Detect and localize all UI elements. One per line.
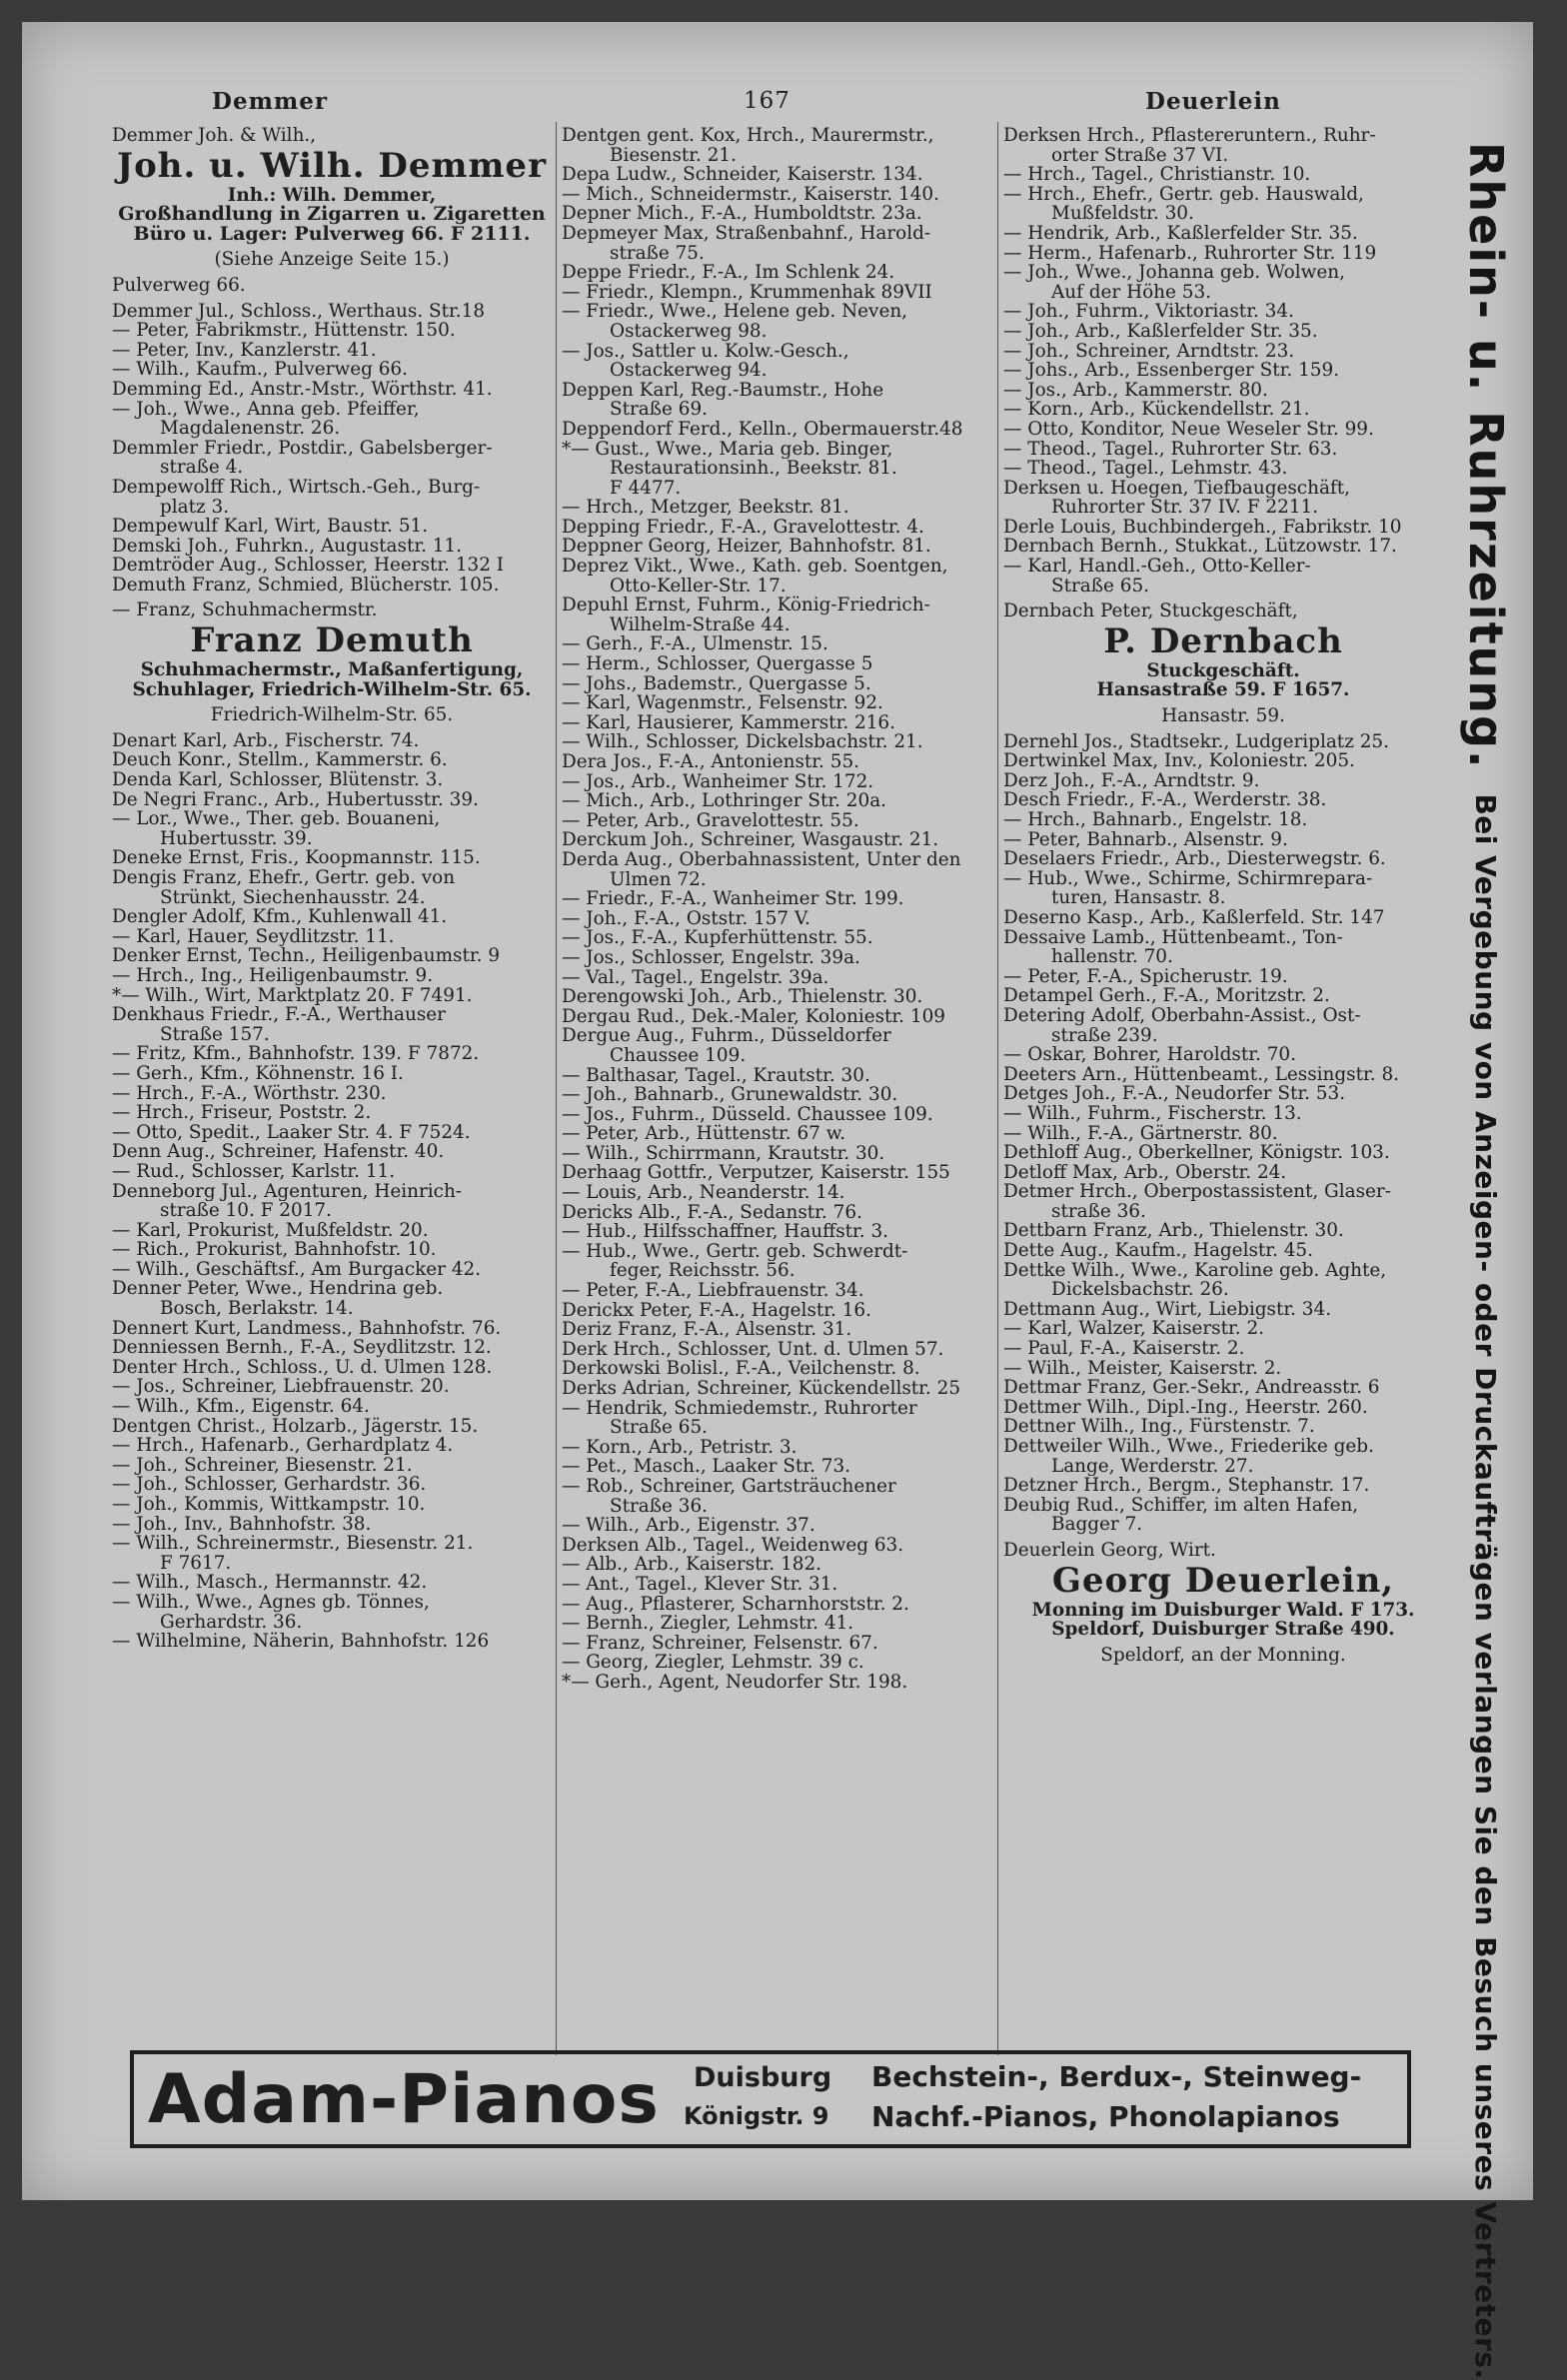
directory-entry: — Peter, Fabrikmstr., Hüttenstr. 150. <box>112 321 456 341</box>
directory-entry: — Otto, Konditor, Neue Weseler Str. 99. <box>1003 419 1374 440</box>
directory-entry: — Karl, Wagenmstr., Felsenstr. 92. <box>562 693 883 713</box>
directory-entry: Dette Aug., Kaufm., Hagelstr. 45. <box>1003 1241 1313 1261</box>
directory-entry: Derengowski Joh., Arb., Thielenstr. 30. <box>562 987 923 1007</box>
banner-products: Nachf.-Pianos, Phonolapianos <box>871 2100 1340 2133</box>
directory-entry: Detmer Hrch., Oberpostassistent, Glaser- <box>1003 1182 1391 1202</box>
directory-entry: Lange, Werderstr. 27. <box>1051 1456 1254 1477</box>
directory-entry: Denniessen Bernh., F.-A., Seydlitzstr. 12. <box>112 1338 492 1358</box>
advertisement-line: Stuckgeschäft. <box>1146 659 1300 681</box>
directory-entry: — Peter, Bahnarb., Alsenstr. 9. <box>1003 829 1288 850</box>
directory-entry: F 7617. <box>160 1553 232 1574</box>
directory-entry: — Pet., Masch., Laaker Str. 73. <box>562 1457 851 1477</box>
directory-entry: Depmeyer Max, Straßenbahnf., Harold- <box>562 223 931 244</box>
directory-entry: Detloff Max, Arb., Oberstr. 24. <box>1003 1162 1287 1183</box>
directory-entry: Dertwinkel Max, Inv., Koloniestr. 205. <box>1003 751 1355 771</box>
directory-entry: Derle Louis, Buchbindergeh., Fabrikstr. 10 <box>1003 517 1402 538</box>
directory-entry: Deserno Kasp., Arb., Kaßlerfeld. Str. 147 <box>1003 907 1385 928</box>
directory-entry: — Wilh., Kfm., Eigenstr. 64. <box>112 1397 370 1417</box>
directory-entry: Derkowski Bolisl., F.-A., Veilchenstr. 8. <box>562 1359 920 1379</box>
directory-entry: — Wilhelmine, Näherin, Bahnhofstr. 126 <box>112 1632 490 1652</box>
directory-entry: Demmer Jul., Schloss., Werthaus. Str.18 <box>112 301 486 322</box>
directory-entry: — Hrch., Ehefr., Gertr. geb. Hauswald, <box>1003 184 1364 205</box>
directory-entry: Deuch Konr., Stellm., Kammerstr. 6. <box>112 750 448 771</box>
directory-entry: Gerhardstr. 36. <box>160 1612 303 1633</box>
directory-entry: (Siehe Anzeige Seite 15.) <box>214 250 450 270</box>
directory-entry: — Hrch., Metzger, Beekstr. 81. <box>562 498 849 518</box>
banner-city: Duisburg <box>694 2062 832 2093</box>
directory-entry: Dempewolff Rich., Wirtsch.-Geh., Burg- <box>112 477 481 498</box>
directory-entry: — Friedr., Wwe., Helene geb. Neven, <box>562 302 908 322</box>
directory-entry: — Wilh., Wwe., Agnes gb. Tönnes, <box>112 1592 430 1613</box>
directory-entry: Restaurationsinh., Beekstr. 81. <box>610 459 897 479</box>
directory-entry: Mußfeldstr. 30. <box>1051 204 1194 224</box>
directory-entry: — Wilh., Kaufm., Pulverweg 66. <box>112 360 408 380</box>
directory-entry: — Franz, Schreiner, Felsenstr. 67. <box>562 1633 878 1654</box>
advertisement-line: Monning im Duisburger Wald. F 173. <box>1031 1599 1415 1621</box>
directory-entry: — Wilh., F.-A., Gärtnerstr. 80. <box>1003 1123 1278 1144</box>
directory-entry: — Karl, Walzer, Kaiserstr. 2. <box>1003 1319 1265 1340</box>
directory-entry: Deppner Georg, Heizer, Bahnhofstr. 81. <box>562 537 931 558</box>
directory-entry: Chaussee 109. <box>610 1045 747 1066</box>
directory-entry: — Oskar, Bohrer, Haroldstr. 70. <box>1003 1045 1296 1065</box>
advertisement-line: Hansastraße 59. F 1657. <box>1096 679 1350 701</box>
directory-entry: Friedrich-Wilhelm-Str. 65. <box>210 705 454 725</box>
directory-entry: Dengis Franz, Ehefr., Gertr. geb. von <box>112 868 456 888</box>
directory-entry: Desch Friedr., F.-A., Werderstr. 38. <box>1003 790 1327 810</box>
directory-entry: — Jos., Arb., Kammerstr. 80. <box>1003 380 1268 401</box>
directory-entry: — Lor., Wwe., Ther. geb. Bouaneni, <box>112 809 441 829</box>
directory-entry: — Wilh., Meister, Kaiserstr. 2. <box>1003 1358 1282 1379</box>
directory-entry: Deprez Vikt., Wwe., Kath. geb. Soentgen, <box>562 557 948 577</box>
directory-entry: — Jos., Schlosser, Engelstr. 39a. <box>562 947 860 968</box>
page-number: 167 <box>744 88 790 114</box>
advertisement-line: Georg Deuerlein, <box>1051 1560 1395 1601</box>
advertisement-line: Büro u. Lager: Pulverweg 66. F 2111. <box>133 222 531 245</box>
directory-entry: Denkhaus Friedr., F.-A., Werthauser <box>112 1005 446 1025</box>
advertisement-line: Großhandlung in Zigarren u. Zigaretten <box>118 203 546 226</box>
directory-entry: — Mich., Arb., Lothringer Str. 20a. <box>562 791 887 811</box>
directory-entry: Bosch, Berlakstr. 14. <box>160 1299 354 1319</box>
directory-entry: — Joh., Wwe., Johanna geb. Wolwen, <box>1003 263 1345 283</box>
directory-entry: Detering Adolf, Oberbahn-Assist., Ost- <box>1003 1005 1361 1026</box>
directory-entry: Biesenstr. 21. <box>610 145 737 166</box>
column-divider <box>997 122 998 2055</box>
directory-entry: — Hub., Wwe., Schirme, Schirmrepara- <box>1003 868 1373 889</box>
directory-entry: — Korn., Arb., Petristr. 3. <box>562 1437 797 1458</box>
directory-entry: — Hrch., Ing., Heiligenbaumstr. 9. <box>112 965 434 986</box>
directory-entry: Wilhelm-Straße 44. <box>610 614 790 635</box>
directory-entry: — Joh., Schlosser, Gerhardstr. 36. <box>112 1475 427 1495</box>
directory-entry: Denda Karl, Schlosser, Blütenstr. 3. <box>112 770 444 790</box>
directory-entry: Derda Aug., Oberbahnassistent, Unter den <box>562 849 961 870</box>
directory-entry: — Joh., Arb., Kaßlerfelder Str. 35. <box>1003 321 1318 342</box>
directory-entry: — Peter, Arb., Hüttenstr. 67 w. <box>562 1124 846 1144</box>
directory-entry: — Paul, F.-A., Kaiserstr. 2. <box>1003 1339 1245 1359</box>
directory-entry: hallenstr. 70. <box>1051 947 1173 967</box>
directory-entry: Deppen Karl, Reg.-Baumstr., Hohe <box>562 380 884 401</box>
directory-entry: — Franz, Schuhmachermstr. <box>112 600 378 621</box>
directory-entry: — Jos., F.-A., Kupferhüttenstr. 55. <box>562 928 873 948</box>
directory-column-3 <box>1003 126 1443 1665</box>
directory-entry: Dericks Alb., F.-A., Sedanstr. 76. <box>562 1202 862 1223</box>
directory-entry: Dergau Rud., Dek.-Maler, Koloniestr. 109 <box>562 1006 945 1027</box>
directory-entry: — Wilh., Schlosser, Dickelsbachstr. 21. <box>562 732 923 752</box>
directory-entry: Dernbach Bernh., Stukkat., Lützowstr. 17. <box>1003 537 1397 558</box>
directory-entry: Deubig Rud., Schiffer, im alten Hafen, <box>1003 1495 1359 1516</box>
directory-entry: — Val., Tagel., Engelstr. 39a. <box>562 967 829 988</box>
directory-entry: Denker Ernst, Techn., Heiligenbaumstr. 9 <box>112 946 501 966</box>
directory-entry: Dethloff Aug., Oberkellner, Königstr. 103. <box>1003 1143 1390 1163</box>
directory-entry: Bagger 7. <box>1051 1515 1143 1535</box>
directory-entry: Strünkt, Siechenhausstr. 24. <box>160 887 426 908</box>
directory-entry: — Gerh., F.-A., Ulmenstr. 15. <box>562 634 828 655</box>
directory-entry: — Ant., Tagel., Klever Str. 31. <box>562 1574 838 1595</box>
directory-entry: Deppe Friedr., F.-A., Im Schlenk 24. <box>562 263 895 283</box>
directory-entry: Derksen Alb., Tagel., Weidenweg 63. <box>562 1535 904 1556</box>
directory-entry: Demski Joh., Fuhrkn., Augustastr. 11. <box>112 536 463 557</box>
directory-entry: Speldorf, an der Monning. <box>1100 1645 1346 1666</box>
directory-entry: platz 3. <box>160 497 230 518</box>
directory-entry: Detzner Hrch., Bergm., Stephanstr. 17. <box>1003 1476 1370 1496</box>
directory-entry: Dergue Aug., Fuhrm., Düsseldorfer <box>562 1026 891 1046</box>
directory-entry: Derhaag Gottfr., Verputzer, Kaiserstr. 155 <box>562 1163 950 1184</box>
directory-entry: feger, Reichsstr. 56. <box>610 1261 795 1282</box>
directory-entry: — Fritz, Kfm., Bahnhofstr. 139. F 7872. <box>112 1044 480 1064</box>
side-advertisement <box>1453 142 1519 2380</box>
directory-entry: Derks Adrian, Schreiner, Kückendellstr. 25 <box>562 1379 961 1399</box>
side-ad-title: Rhein- u. Ruhrzeitung. <box>1459 142 1513 770</box>
directory-entry: Straße 65. <box>1051 576 1150 596</box>
directory-entry: — Joh., Schreiner, Biesenstr. 21. <box>112 1455 413 1476</box>
directory-entry: Demmler Friedr., Postdir., Gabelsberger- <box>112 438 493 459</box>
running-header-left: Demmer <box>212 88 329 115</box>
directory-entry: straße 36. <box>1051 1201 1146 1222</box>
directory-entry: Dennert Kurt, Landmess., Bahnhofstr. 76. <box>112 1318 502 1339</box>
directory-entry: Denter Hrch., Schloss., U. d. Ulmen 128. <box>112 1357 493 1378</box>
directory-entry: — Joh., Fuhrm., Viktoriastr. 34. <box>1003 302 1294 322</box>
directory-entry: — Wilh., Geschäftsf., Am Burgacker 42. <box>112 1259 482 1280</box>
directory-page <box>22 22 1533 2380</box>
directory-entry: Ostackerweg 94. <box>610 361 768 381</box>
directory-entry: — Joh., Kommis, Wittkampstr. 10. <box>112 1495 426 1515</box>
directory-entry: — Rob., Schreiner, Gartsträuchener <box>562 1476 896 1497</box>
directory-entry: Otto-Keller-Str. 17. <box>610 576 786 596</box>
directory-entry: Pulverweg 66. <box>112 275 246 296</box>
directory-entry: — Balthasar, Tagel., Krautstr. 30. <box>562 1065 870 1086</box>
directory-entry: — Hub., Wwe., Gertr. geb. Schwerdt- <box>562 1241 908 1262</box>
directory-entry: Derickx Peter, F.-A., Hagelstr. 16. <box>562 1300 871 1321</box>
directory-entry: Deriz Franz, F.-A., Alsenstr. 31. <box>562 1320 852 1340</box>
directory-entry: Deselaers Friedr., Arb., Diesterwegstr. 6. <box>1003 849 1386 869</box>
directory-entry: Dempewulf Karl, Wirt, Baustr. 51. <box>112 517 429 537</box>
directory-entry: Derz Joh., F.-A., Arndtstr. 9. <box>1003 770 1260 791</box>
directory-entry: F 4477. <box>610 478 682 499</box>
running-header-right: Deuerlein <box>1145 88 1281 115</box>
advertisement-line: Joh. u. Wilh. Demmer <box>117 145 547 186</box>
directory-entry: Dernbach Peter, Stuckgeschäft, <box>1003 601 1298 621</box>
directory-entry: Dettke Wilh., Wwe., Karoline geb. Aghte, <box>1003 1260 1387 1281</box>
directory-entry: — Peter, F.-A., Spicherustr. 19. <box>1003 966 1288 987</box>
directory-entry: Hubertusstr. 39. <box>160 828 313 849</box>
directory-entry: Auf der Höhe 53. <box>1051 282 1212 303</box>
directory-entry: — Aug., Pflasterer, Scharnhorststr. 2. <box>562 1594 909 1615</box>
directory-entry: Denn Aug., Schreiner, Hafenstr. 40. <box>112 1142 445 1162</box>
directory-entry: Denart Karl, Arb., Fischerstr. 74. <box>112 730 420 751</box>
directory-entry: *— Wilh., Wirt, Marktplatz 20. F 7491. <box>112 985 473 1006</box>
directory-entry: Demtröder Aug., Schlosser, Heerstr. 132 I <box>112 556 505 576</box>
directory-entry: Depuhl Ernst, Fuhrm., König-Friedrich- <box>562 595 930 615</box>
directory-entry: — Hendrik, Arb., Kaßlerfelder Str. 35. <box>1003 223 1358 244</box>
advertisement-line: Inh.: Wilh. Demmer, <box>227 184 437 206</box>
directory-entry: Derk Hrch., Schlosser, Unt. d. Ulmen 57. <box>562 1339 944 1360</box>
directory-entry: Deeters Arn., Hüttenbeamt., Lessingstr. 8. <box>1003 1064 1399 1085</box>
directory-entry: — Bernh., Ziegler, Lehmstr. 41. <box>562 1614 854 1634</box>
directory-entry: — Jos., Arb., Wanheimer Str. 172. <box>562 771 874 792</box>
banner-brands: Bechstein-, Berdux-, Steinweg- <box>871 2060 1362 2093</box>
directory-entry: — Friedr., F.-A., Wanheimer Str. 199. <box>562 889 904 909</box>
directory-entry: — Joh., Inv., Bahnhofstr. 38. <box>112 1514 372 1535</box>
directory-entry: Straße 157. <box>160 1024 270 1045</box>
directory-entry: — Friedr., Klempn., Krummenhak 89VII <box>562 282 932 303</box>
directory-entry: *— Gust., Wwe., Maria geb. Binger, <box>562 439 893 460</box>
directory-entry: Ostackerweg 98. <box>610 321 768 342</box>
directory-entry: Depping Friedr., F.-A., Gravelottestr. 4. <box>562 517 924 538</box>
directory-entry: — Wilh., Masch., Hermannstr. 42. <box>112 1573 428 1593</box>
directory-entry: Magdalenenstr. 26. <box>160 419 341 439</box>
piano-advertisement-banner <box>130 2050 1411 2148</box>
directory-entry: Deppendorf Ferd., Kelln., Obermauerstr.48 <box>562 419 963 440</box>
directory-entry: — Theod., Tagel., Lehmstr. 43. <box>1003 459 1288 479</box>
directory-entry: — Louis, Arb., Neanderstr. 14. <box>562 1183 845 1203</box>
directory-entry: Dera Jos., F.-A., Antonienstr. 55. <box>562 752 860 772</box>
directory-entry: — Hub., Hilfsschaffner, Hauffstr. 3. <box>562 1222 889 1242</box>
directory-entry: — Theod., Tagel., Ruhrorter Str. 63. <box>1003 439 1338 460</box>
directory-entry: — Hrch., Tagel., Christianstr. 10. <box>1003 165 1311 185</box>
directory-entry: Dettmar Franz, Ger.-Sekr., Andreasstr. 6 <box>1003 1378 1380 1398</box>
directory-entry: Demming Ed., Anstr.-Mstr., Wörthstr. 41. <box>112 379 493 400</box>
directory-entry: Straße 69. <box>610 400 709 420</box>
directory-entry: — Jos., Schreiner, Liebfrauenstr. 20. <box>112 1377 450 1398</box>
directory-entry: Derckum Joh., Schreiner, Wasgaustr. 21. <box>562 830 939 850</box>
directory-entry: Dessaive Lamb., Hüttenbeamt., Ton- <box>1003 927 1343 948</box>
directory-entry: — Georg, Ziegler, Lehmstr. 39 c. <box>562 1653 864 1673</box>
directory-entry: De Negri Franc., Arb., Hubertusstr. 39. <box>112 789 479 810</box>
advertisement-line: Schuhlager, Friedrich-Wilhelm-Str. 65. <box>132 678 532 700</box>
directory-entry: turen, Hansastr. 8. <box>1051 888 1226 908</box>
directory-entry: — Hrch., Bahnarb., Engelstr. 18. <box>1003 810 1308 830</box>
directory-entry: Dickelsbachstr. 26. <box>1051 1280 1229 1300</box>
directory-entry: straße 10. F 2017. <box>160 1201 332 1221</box>
column-divider <box>556 122 557 2055</box>
directory-entry: — Korn., Arb., Kückendellstr. 21. <box>1003 400 1310 420</box>
directory-entry: Ulmen 72. <box>610 869 707 890</box>
directory-entry: — Joh., Schreiner, Arndtstr. 23. <box>1003 341 1295 362</box>
directory-entry: — Rich., Prokurist, Bahnhofstr. 10. <box>112 1240 437 1260</box>
directory-entry: Derksen Hrch., Pflastereruntern., Ruhr- <box>1003 126 1376 146</box>
directory-entry: Straße 65. <box>610 1418 709 1438</box>
directory-entry: — Herm., Hafenarb., Ruhrorter Str. 119 <box>1003 243 1377 264</box>
directory-column-2 <box>562 126 991 1693</box>
directory-entry: *— Gerh., Agent, Neudorfer Str. 198. <box>562 1672 908 1693</box>
directory-entry: straße 239. <box>1051 1025 1158 1046</box>
directory-entry: — Otto, Spedit., Laaker Str. 4. F 7524. <box>112 1122 471 1143</box>
directory-entry: — Karl, Prokurist, Mußfeldstr. 20. <box>112 1220 429 1241</box>
directory-entry: Hansastr. 59. <box>1161 706 1285 726</box>
banner-title: Adam-Pianos <box>148 2060 660 2139</box>
directory-entry: Deneke Ernst, Fris., Koopmannstr. 115. <box>112 848 481 868</box>
directory-entry: Detges Joh., F.-A., Neudorfer Str. 53. <box>1003 1084 1346 1104</box>
directory-entry: Dentgen Christ., Holzarb., Jägerstr. 15. <box>112 1416 479 1437</box>
directory-entry: Depner Mich., F.-A., Humboldtstr. 23a. <box>562 204 922 224</box>
directory-entry: — Joh., Wwe., Anna geb. Pfeiffer, <box>112 399 420 420</box>
directory-entry: — Jos., Sattler u. Kolw.-Gesch., <box>562 341 849 362</box>
advertisement-line: Schuhmachermstr., Maßanfertigung, <box>140 659 524 681</box>
advertisement-line: Franz Demuth <box>190 620 474 661</box>
directory-entry: Demuth Franz, Schmied, Blücherstr. 105. <box>112 575 500 595</box>
directory-entry: — Gerh., Kfm., Köhnenstr. 16 I. <box>112 1063 404 1084</box>
directory-entry: — Hrch., Hafenarb., Gerhardplatz 4. <box>112 1436 454 1456</box>
directory-entry: — Wilh., Fuhrm., Fischerstr. 13. <box>1003 1103 1302 1124</box>
directory-entry: Straße 36. <box>610 1496 709 1517</box>
directory-entry: Detampel Gerh., F.-A., Moritzstr. 2. <box>1003 986 1330 1006</box>
directory-entry: — Johs., Bademstr., Quergasse 5. <box>562 673 871 694</box>
directory-entry: Deuerlein Georg, Wirt. <box>1003 1540 1216 1561</box>
directory-entry: Dettweiler Wilh., Wwe., Friederike geb. <box>1003 1437 1374 1457</box>
directory-entry: — Joh., F.-A., Oststr. 157 V. <box>562 908 810 929</box>
directory-entry: Dettner Wilh., Ing., Fürstenstr. 7. <box>1003 1417 1315 1437</box>
side-ad-text: Bei Vergebung von Anzeigen- oder Druckaufträgen verlangen Sie den Besuch unseres Vertreters. <box>1469 793 1503 2380</box>
directory-entry: — Wilh., Schirrmann, Krautstr. 30. <box>562 1143 885 1164</box>
directory-entry: — Karl, Handl.-Geh., Otto-Keller- <box>1003 557 1311 577</box>
directory-entry: Dettmer Wilh., Dipl.-Ing., Heerstr. 260. <box>1003 1397 1368 1418</box>
directory-entry: — Peter, Arb., Gravelottestr. 55. <box>562 810 859 831</box>
banner-address: Königstr. 9 <box>684 2102 829 2130</box>
directory-entry: straße 75. <box>610 243 705 264</box>
directory-entry: — Karl, Hauer, Seydlitzstr. 11. <box>112 926 395 947</box>
directory-entry: Dettmann Aug., Wirt, Liebigstr. 34. <box>1003 1299 1332 1320</box>
directory-column-1 <box>112 126 552 1652</box>
directory-entry: — Herm., Schlosser, Quergasse 5 <box>562 654 873 674</box>
directory-entry: Dernehl Jos., Stadtsekr., Ludgeriplatz 25. <box>1003 731 1389 752</box>
directory-entry: Dentgen gent. Kox, Hrch., Maurermstr., <box>562 126 934 146</box>
directory-entry: Derksen u. Hoegen, Tiefbaugeschäft, <box>1003 478 1350 499</box>
directory-entry: Demmer Joh. & Wilh., <box>112 126 317 146</box>
directory-entry: Ruhrorter Str. 37 IV. F 2211. <box>1051 498 1319 518</box>
directory-entry: orter Straße 37 VI. <box>1051 145 1229 166</box>
advertisement-line: Speldorf, Duisburger Straße 490. <box>1051 1619 1395 1641</box>
directory-entry: — Peter, Inv., Kanzlerstr. 41. <box>112 340 377 361</box>
directory-entry: — Mich., Schneidermstr., Kaiserstr. 140. <box>562 184 939 205</box>
directory-entry: — Joh., Bahnarb., Grunewaldstr. 30. <box>562 1085 898 1105</box>
directory-entry: — Wilh., Schreinermstr., Biesenstr. 21. <box>112 1534 474 1554</box>
directory-entry: — Johs., Arb., Essenberger Str. 159. <box>1003 361 1340 381</box>
directory-entry: — Jos., Fuhrm., Düsseld. Chaussee 109. <box>562 1104 933 1125</box>
advertisement-line: P. Dernbach <box>1103 620 1343 661</box>
directory-entry: Denner Peter, Wwe., Hendrina geb. <box>112 1279 444 1300</box>
directory-entry: straße 4. <box>160 458 244 478</box>
directory-entry: — Alb., Arb., Kaiserstr. 182. <box>562 1555 822 1575</box>
directory-entry: Dettbarn Franz, Arb., Thielenstr. 30. <box>1003 1221 1344 1242</box>
directory-entry: — Peter, F.-A., Liebfrauenstr. 34. <box>562 1281 864 1301</box>
directory-entry: — Wilh., Arb., Eigenstr. 37. <box>562 1516 815 1536</box>
directory-entry: — Rud., Schlosser, Karlstr. 11. <box>112 1161 396 1182</box>
directory-entry: — Hrch., F.-A., Wörthstr. 230. <box>112 1083 387 1104</box>
directory-entry: Denneborg Jul., Agenturen, Heinrich- <box>112 1181 462 1202</box>
directory-entry: — Hrch., Friseur, Poststr. 2. <box>112 1103 372 1123</box>
directory-entry: Dengler Adolf, Kfm., Kuhlenwall 41. <box>112 907 448 927</box>
directory-entry: Depa Ludw., Schneider, Kaiserstr. 134. <box>562 165 923 185</box>
directory-entry: — Karl, Hausierer, Kammerstr. 216. <box>562 712 895 733</box>
directory-entry: — Hendrik, Schmiedemstr., Ruhrorter <box>562 1398 917 1419</box>
